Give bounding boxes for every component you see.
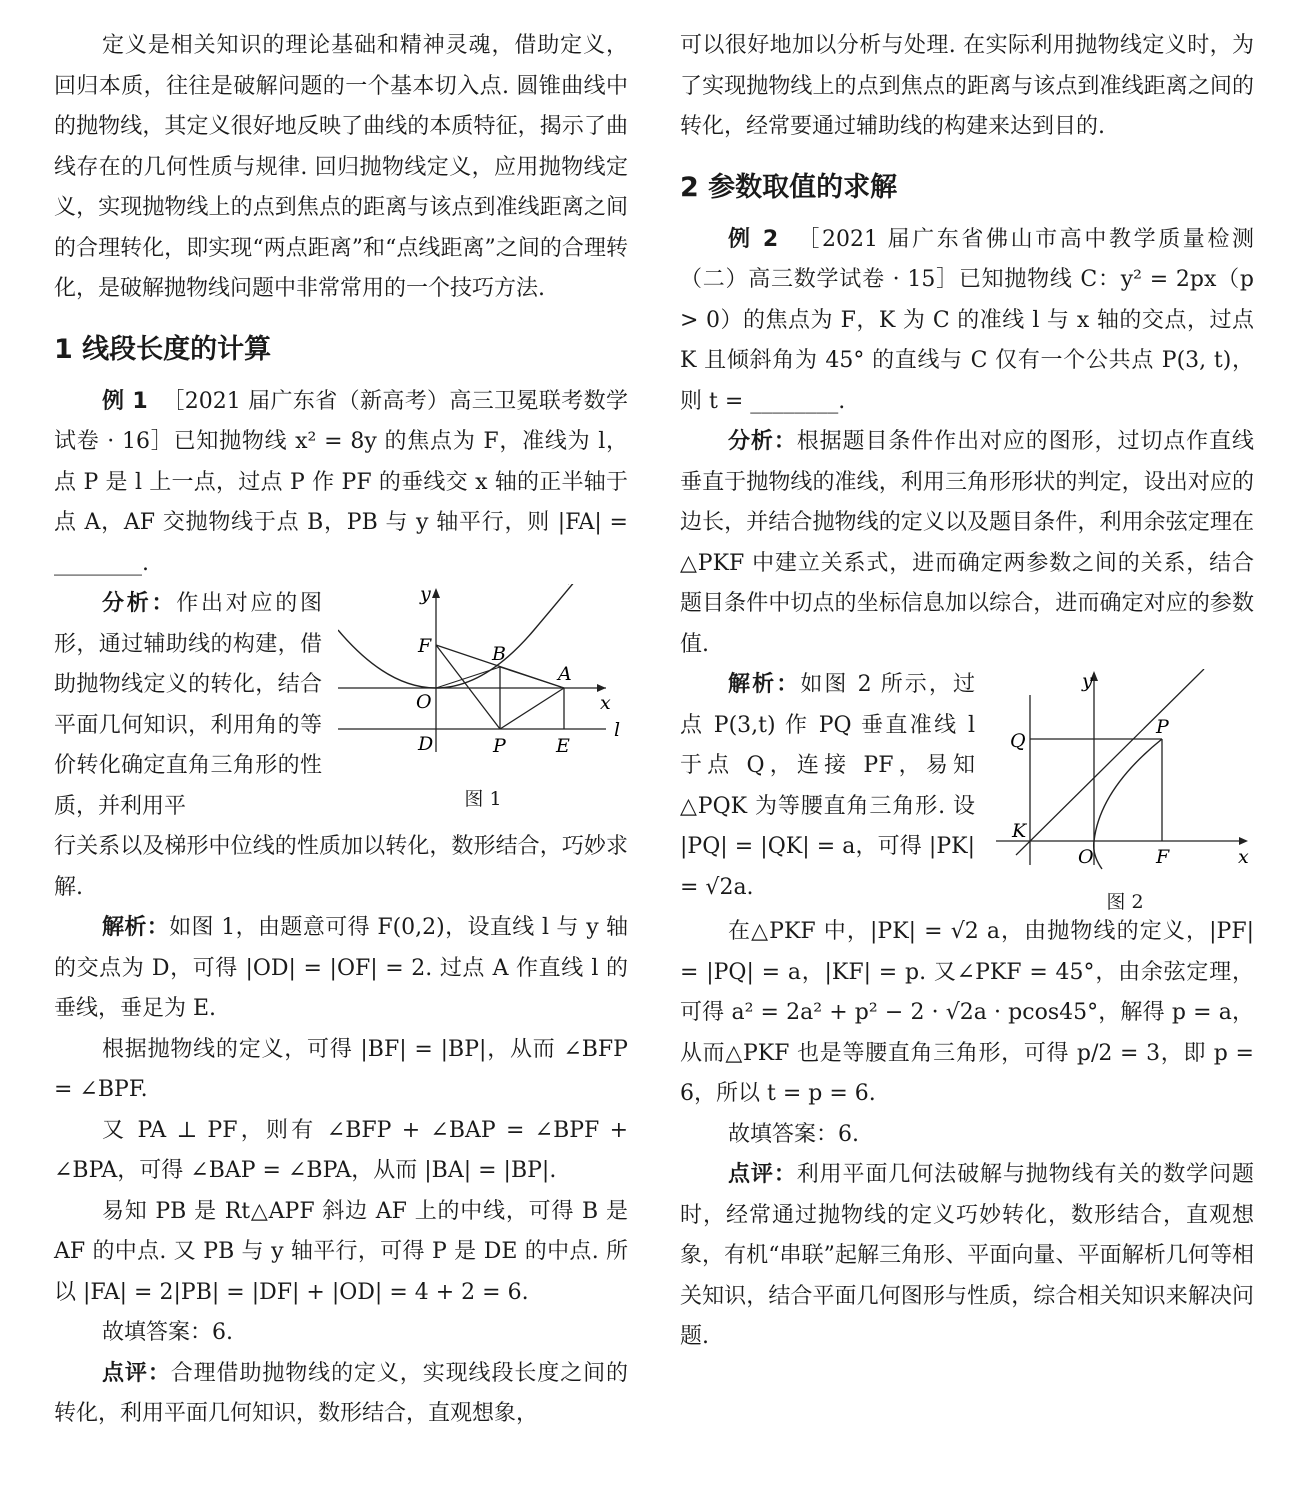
example-2: [680, 220, 1254, 423]
solution-1-p2: 根据抛物线的定义，可得 |BF| = |BP|，从而 ∠BFP = ∠BPF.: [54, 1036, 628, 1102]
solution-1-p4: 易知 PB 是 Rt△APF 斜边 AF 上的中线，可得 B 是 AF 的中点. 又 PB 与 y 轴平行，可得 P 是 DE 的中点. 所以 |FA| = 2|PB| = |DF| + |OD| = 4 + 2 = 6.: [54, 1198, 628, 1305]
figure-1-diagram: [338, 584, 628, 794]
comment-1-text: 合理借助抛物线的定义，实现线段长度之间的转化，利用平面几何知识，数形结合，直观想象，: [54, 1360, 628, 1426]
section-1-heading: 1 线段长度的计算: [54, 333, 272, 365]
left-column: [54, 26, 628, 1435]
comment-2: [680, 1155, 1254, 1358]
fig1-label-D: D: [418, 733, 434, 755]
fig1-label-B: B: [492, 643, 506, 665]
figure-2-diagram: [996, 669, 1254, 881]
analysis-2-label: 分析：: [728, 429, 797, 454]
analysis-1-wrapped: [54, 584, 322, 827]
fig1-label-E: E: [556, 735, 570, 757]
comment-2-label: 点评：: [728, 1162, 797, 1187]
solution-1-text: 如图 1，由题意可得 F(0,2)，设直线 l 与 y 轴的交点为 D，可得 |OD| = |OF| = 2. 过点 A 作直线 l 的垂线，垂足为 E.: [54, 915, 628, 1021]
solution-1-p1: [54, 908, 628, 1030]
analysis-1-text: 作出对应的图形，通过辅助线的构建，借助抛物线定义的转化，结合平面几何知识，利用角的等价转化确定直角三角形的性质，并利用平: [54, 591, 322, 819]
solution-1-label: 解析：: [102, 915, 170, 940]
fig2-label-y: y: [1082, 670, 1093, 692]
analysis-1-block: [54, 584, 628, 827]
solution-2-wrapped: [680, 665, 975, 908]
right-column: [680, 26, 1254, 1358]
example-1-text: ［2021 届广东省（新高考）高三卫冕联考数学试卷 · 16］已知抛物线 x² = 8y 的焦点为 F，准线为 l，点 P 是 l 上一点，过点 P 作 PF 的垂线交 x 轴的正半轴于点 A，AF 交抛物线于点 B，PB 与 y 轴平行，则 |FA| = ________.: [54, 388, 628, 576]
analysis-2: [680, 422, 1254, 665]
example-2-text: ［2021 届广东省佛山市高中教学质量检测（二）高三数学试卷 · 15］已知抛物线 C：y² = 2px（p > 0）的焦点为 F，K 为 C 的准线 l 与 x 轴的交点，过点 K 且倾斜角为 45° 的直线与 C 仅有一个公共点 P(3, t)，则 t = ________.: [680, 226, 1254, 414]
figure-2-caption: 图 2: [1106, 891, 1144, 913]
example-2-label: 例 2: [728, 226, 779, 252]
fig2-label-F: F: [1156, 846, 1170, 868]
solution-2-block: [680, 665, 1254, 913]
fig1-label-F: F: [418, 635, 432, 657]
figure-2: [996, 669, 1254, 914]
fig2-label-K: K: [1012, 820, 1027, 842]
example-1: [54, 382, 628, 585]
solution-2-text: 如图 2 所示，过点 P(3,t) 作 PQ 垂直准线 l 于点 Q，连接 PF，易知△PQK 为等腰直角三角形. 设 |PQ| = |QK| = a，可得 |PK| = √2a.: [680, 672, 975, 900]
analysis-2-text: 根据题目条件作出对应的图形，过切点作直线垂直于抛物线的准线，利用三角形形状的判定，设出对应的边长，并结合抛物线的定义以及题目条件，利用余弦定理在△PKF 中建立关系式，进而确定两参数之间的关系，结合题目条件中切点的坐标信息加以综合，进而确定对应的参数值.: [680, 429, 1254, 657]
fig1-label-l: l: [614, 719, 621, 741]
section-2-lead: 可以很好地加以分析与处理. 在实际利用抛物线定义时，为了实现抛物线上的点到焦点的距离与该点到准线距离之间的转化，经常要通过辅助线的构建来达到目的.: [680, 33, 1254, 139]
fig2-label-Q: Q: [1010, 730, 1026, 752]
section-2-heading: 2 参数取值的求解: [680, 171, 898, 203]
answer-1: 故填答案：6.: [102, 1320, 233, 1345]
comment-1-label: 点评：: [102, 1360, 171, 1386]
fig1-label-A: A: [558, 663, 572, 685]
fig1-label-O: O: [416, 691, 432, 713]
comment-1: [54, 1354, 628, 1435]
fig1-label-P: P: [493, 735, 506, 757]
intro-paragraph: 定义是相关知识的理论基础和精神灵魂，借助定义，回归本质，往往是破解问题的一个基本切入点. 圆锥曲线中的抛物线，其定义很好地反映了曲线的本质特征，揭示了曲线存在的几何性质与规律. 回归抛物线定义，应用抛物线定义，实现抛物线上的点到焦点的距离与该点到准线距离之间的合理转化，即实现“两点距离”和“点线距离”之间的合理转化，是破解抛物线问题中非常常用的一个技巧方法.: [54, 33, 628, 301]
fig1-label-y: y: [420, 584, 431, 605]
fig1-label-x: x: [600, 692, 611, 714]
figure-1-caption: 图 1: [464, 788, 502, 810]
fig2-label-x: x: [1238, 846, 1249, 868]
comment-2-text: 利用平面几何法破解与抛物线有关的数学问题时，经常通过抛物线的定义巧妙转化，数形结合，直观想象，有机“串联”起解三角形、平面向量、平面解析几何等相关知识，结合平面几何图形与性质，综合相关知识来解决问题.: [680, 1162, 1254, 1349]
answer-2: 故填答案：6.: [728, 1121, 859, 1147]
fig2-label-P: P: [1156, 716, 1169, 738]
analysis-1-rest: 行关系以及梯形中位线的性质加以转化，数形结合，巧妙求解.: [54, 834, 628, 900]
solution-2-p2: 在△PKF 中，|PK| = √2 a，由抛物线的定义，|PF| = |PQ| = a，|KF| = p. 又∠PKF = 45°，由余弦定理，可得 a² = 2a² + p² − 2 · √2a · pcos45°，解得 p = a，从而△PKF 也是等腰直角三角形，可得 p/2 = 3，即 p = 6，所以 t = p = 6.: [680, 919, 1254, 1106]
analysis-1-label: 分析：: [102, 591, 177, 616]
example-1-label: 例 1: [102, 388, 148, 414]
solution-2-label: 解析：: [728, 672, 801, 697]
figure-1: [338, 584, 628, 811]
solution-1-p3: 又 PA ⊥ PF，则有 ∠BFP + ∠BAP = ∠BPF + ∠BPA，可得 ∠BAP = ∠BPA，从而 |BA| = |BP|.: [54, 1117, 628, 1183]
fig2-label-O: O: [1078, 846, 1094, 868]
